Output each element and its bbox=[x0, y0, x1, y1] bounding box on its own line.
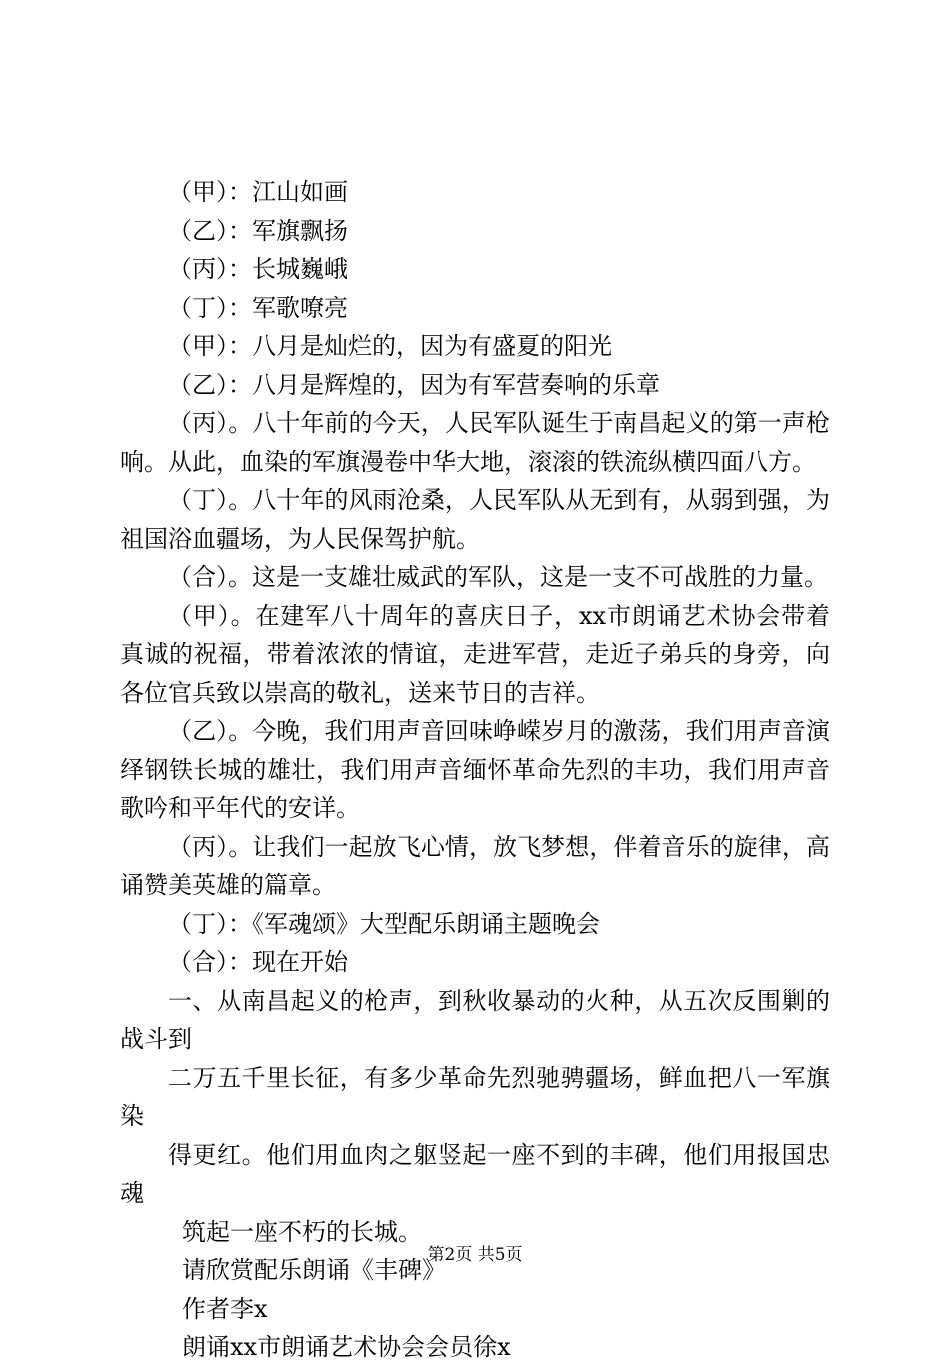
script-line: （丁）：《军魂颂》大型配乐朗诵主题晚会 bbox=[168, 909, 600, 938]
intro-line: 筑起一座不朽的长城。 bbox=[182, 1217, 422, 1246]
script-line: （丁）：军歌嘹亮 bbox=[168, 293, 348, 322]
script-paragraph: （乙）。今晚，我们用声音回味峥嵘岁月的激荡，我们用声音演绎钢铁长城的雄壮，我们用声音缅怀革命先烈的丰功，我们用声音歌吟和平年代的安详。 bbox=[120, 717, 830, 822]
script-line: （丙）：长城巍峨 bbox=[168, 255, 348, 283]
script-paragraph: （合）。这是一支雄壮威武的军队，这是一支不可战胜的力量。 bbox=[168, 563, 828, 591]
script-line: （甲）：八月是灿烂的，因为有盛夏的阳光 bbox=[168, 332, 612, 360]
script-paragraph: （丙）。让我们一起放飞心情，放飞梦想，伴着音乐的旋律，高诵赞美英雄的篇章。 bbox=[120, 832, 830, 899]
script-paragraph: （甲）。在建军八十周年的喜庆日子，xx市朗诵艺术协会带着真诚的祝福，带着浓浓的情谊，走进军营，走近子弟兵的身旁，向各位官兵致以崇高的敬礼，送来节日的吉祥。 bbox=[120, 601, 830, 707]
intro-paragraph: 得更红。他们用血肉之躯竖起一座不到的丰碑，他们用报国忠魂 bbox=[120, 1140, 830, 1207]
script-line: （乙）：军旗飘扬 bbox=[168, 216, 348, 245]
script-line: （甲）：江山如画 bbox=[168, 178, 348, 206]
page-number: 第2页 共5页 bbox=[427, 1245, 523, 1265]
program-reciter: 朗诵xx市朗诵艺术协会会员徐x bbox=[182, 1333, 511, 1361]
script-line: （合）：现在开始 bbox=[168, 948, 348, 976]
script-paragraph: （丙）。八十年前的今天，人民军队诞生于南昌起义的第一声枪响。从此，血染的军旗漫卷中华大地，滚滚的铁流纵横四面八方。 bbox=[120, 409, 830, 476]
program-title: 请欣赏配乐朗诵《丰碑》 bbox=[182, 1256, 446, 1284]
script-line: （乙）：八月是辉煌的，因为有军营奏响的乐章 bbox=[168, 370, 660, 399]
script-paragraph: （丁）。八十年的风雨沧桑，人民军队从无到有，从弱到强，为祖国浴血疆场，为人民保驾护航。 bbox=[120, 486, 830, 553]
intro-paragraph: 一、从南昌起义的枪声，到秋收暴动的火种，从五次反围剿的战斗到 bbox=[120, 986, 830, 1053]
program-author: 作者李x bbox=[182, 1294, 268, 1323]
intro-paragraph: 二万五千里长征，有多少革命先烈驰骋疆场，鲜血把八一军旗染 bbox=[120, 1063, 830, 1130]
document-body bbox=[120, 173, 830, 1367]
